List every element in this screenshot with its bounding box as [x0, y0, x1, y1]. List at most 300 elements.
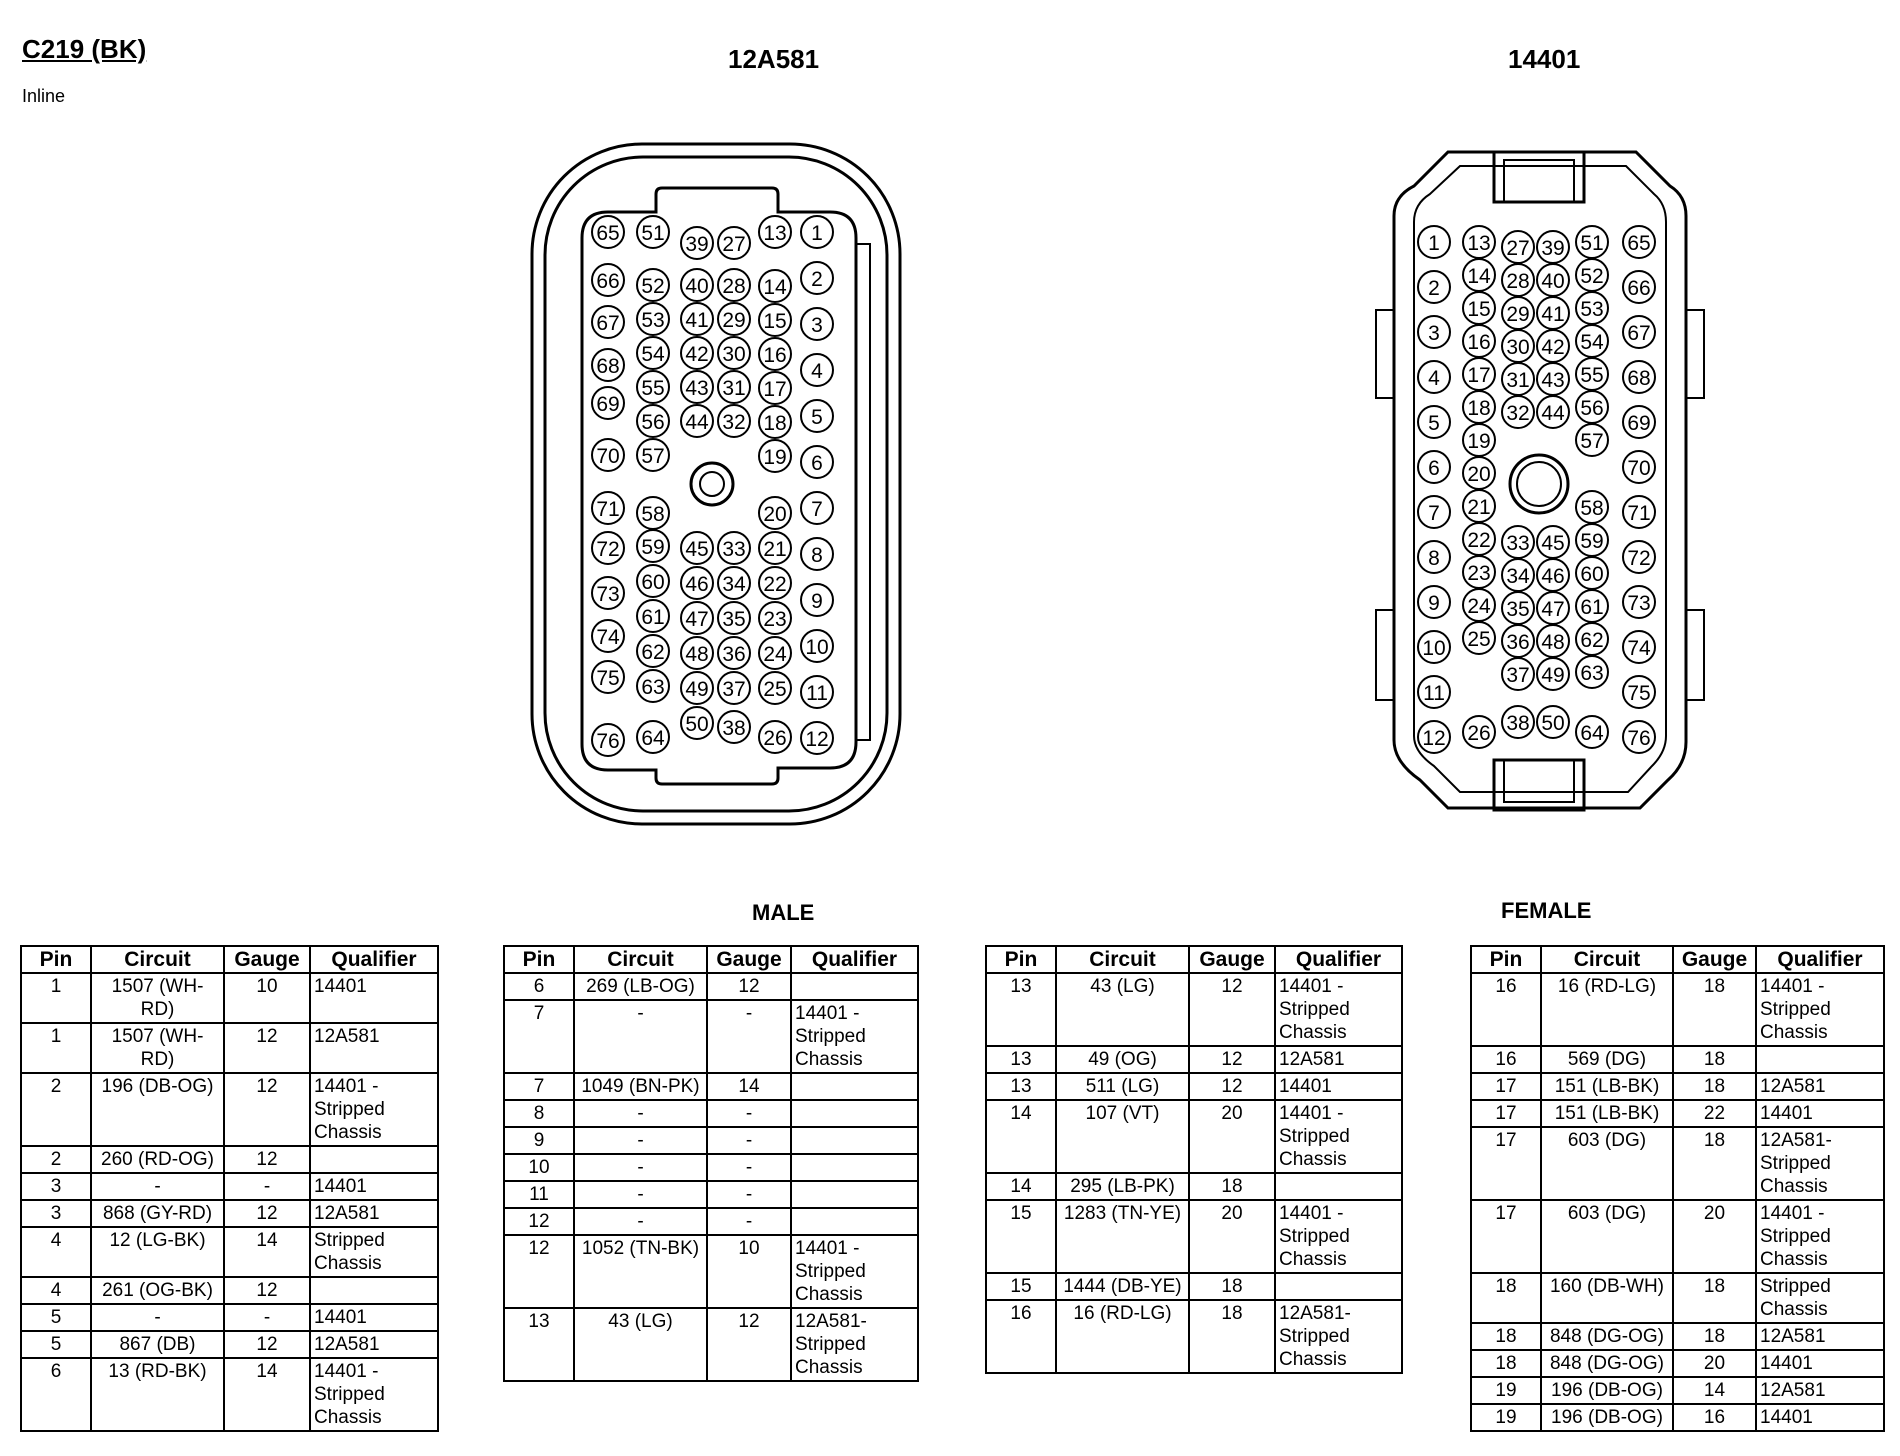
gauge-cell: -	[707, 1100, 791, 1127]
circuit-cell: 867 (DB)	[91, 1331, 224, 1358]
female-pin-45-label: 45	[1541, 532, 1565, 555]
table-row	[986, 1273, 1402, 1300]
male-pin-6-label: 6	[811, 452, 823, 475]
male-pin-5-label: 5	[811, 406, 823, 429]
female-pin-62-label: 62	[1580, 629, 1604, 652]
male-pin-9-label: 9	[811, 590, 823, 613]
female-pin-69-label: 69	[1627, 412, 1651, 435]
male-pin-52-label: 52	[641, 275, 665, 298]
female-right-rib-bottom	[1686, 610, 1704, 700]
male-pin-18-label: 18	[763, 412, 787, 435]
qualifier-cell: 14401	[1756, 1350, 1884, 1377]
circuit-cell: 16 (RD-LG)	[1056, 1300, 1189, 1373]
circuit-cell: 569 (DG)	[1541, 1046, 1673, 1073]
male-pin-74-label: 74	[596, 626, 620, 649]
qualifier-cell	[310, 1277, 438, 1304]
gauge-cell: 18	[1189, 1273, 1275, 1300]
circuit-cell: 603 (DG)	[1541, 1200, 1673, 1273]
female-pin-10-label: 10	[1422, 637, 1446, 660]
female-pin-1-label: 1	[1428, 232, 1440, 255]
pin-cell: 18	[1471, 1273, 1541, 1323]
page-subtitle: Inline	[22, 86, 66, 106]
male-pin-17-label: 17	[763, 378, 787, 401]
table-row	[986, 1046, 1402, 1073]
female-pin-39-label: 39	[1541, 237, 1565, 260]
table-row	[504, 1127, 918, 1154]
qualifier-cell: 14401 - Stripped Chassis	[791, 1235, 918, 1308]
qualifier-cell	[310, 1146, 438, 1173]
pin-cell: 8	[504, 1100, 574, 1127]
table-row	[21, 1227, 438, 1277]
pin-table-3	[985, 945, 1403, 1374]
qualifier-cell: 12A581	[1756, 1073, 1884, 1100]
circuit-header: Circuit	[574, 946, 707, 973]
female-pin-42-label: 42	[1541, 336, 1565, 359]
gauge-cell: 12	[707, 973, 791, 1000]
table-header-row	[21, 946, 438, 973]
gauge-cell: 18	[1189, 1173, 1275, 1200]
female-pin-36-label: 36	[1506, 631, 1530, 654]
table-header-row	[1471, 946, 1884, 973]
table-row	[504, 1208, 918, 1235]
pin-table-1	[20, 945, 439, 1432]
circuit-header: Circuit	[1541, 946, 1673, 973]
gauge-cell: 12	[224, 1146, 310, 1173]
female-pin-16-label: 16	[1467, 331, 1491, 354]
pin-cell: 16	[1471, 973, 1541, 1046]
table-row	[504, 1181, 918, 1208]
female-pin-56-label: 56	[1580, 397, 1604, 420]
male-pin-73-label: 73	[596, 583, 620, 606]
circuit-cell: 43 (LG)	[574, 1308, 707, 1381]
female-connector-center-ring	[1510, 455, 1568, 513]
gauge-cell: 14	[224, 1227, 310, 1277]
table-row	[1471, 1323, 1884, 1350]
female-pin-43-label: 43	[1541, 369, 1565, 392]
pin-cell: 16	[986, 1300, 1056, 1373]
qualifier-cell	[791, 973, 918, 1000]
female-connector-label: 14401	[1508, 44, 1581, 74]
pin-cell: 17	[1471, 1100, 1541, 1127]
female-pin-31-label: 31	[1506, 369, 1530, 392]
male-pin-11-label: 11	[806, 682, 828, 705]
gauge-cell: 18	[1189, 1300, 1275, 1373]
male-pin-67-label: 67	[596, 312, 620, 335]
pin-cell: 16	[1471, 1046, 1541, 1073]
pin-cell: 14	[986, 1100, 1056, 1173]
male-pin-32-label: 32	[722, 411, 746, 434]
female-pin-14-label: 14	[1467, 265, 1491, 288]
female-pin-25-label: 25	[1467, 628, 1491, 651]
table-row	[504, 1235, 918, 1308]
qualifier-cell	[791, 1127, 918, 1154]
qualifier-header: Qualifier	[791, 946, 918, 973]
pin-cell: 18	[1471, 1323, 1541, 1350]
female-pin-50-label: 50	[1541, 712, 1565, 735]
table-header-row	[504, 946, 918, 973]
female-pin-26-label: 26	[1467, 722, 1491, 745]
male-pin-55-label: 55	[641, 377, 665, 400]
circuit-cell: 151 (LB-BK)	[1541, 1073, 1673, 1100]
male-pin-30-label: 30	[722, 343, 746, 366]
pin-cell: 18	[1471, 1350, 1541, 1377]
qualifier-cell: 12A581- Stripped Chassis	[791, 1308, 918, 1381]
table-row	[21, 1200, 438, 1227]
male-pin-22-label: 22	[763, 573, 787, 596]
gauge-cell: 20	[1189, 1100, 1275, 1173]
male-pin-37-label: 37	[722, 678, 746, 701]
female-pin-13-label: 13	[1467, 232, 1491, 255]
gauge-cell: -	[707, 1154, 791, 1181]
female-pin-22-label: 22	[1467, 529, 1491, 552]
circuit-cell: 511 (LG)	[1056, 1073, 1189, 1100]
male-pin-57-label: 57	[641, 445, 665, 468]
female-pin-58-label: 58	[1580, 497, 1604, 520]
gauge-cell: 12	[224, 1200, 310, 1227]
male-pin-65-label: 65	[596, 222, 620, 245]
male-pin-19-label: 19	[763, 446, 787, 469]
circuit-cell: -	[574, 1181, 707, 1208]
circuit-cell: -	[574, 1154, 707, 1181]
table-row	[1471, 1046, 1884, 1073]
qualifier-cell: 14401	[310, 1304, 438, 1331]
circuit-cell: -	[91, 1173, 224, 1200]
gauge-cell: 16	[1673, 1404, 1756, 1431]
pin-cell: 12	[504, 1235, 574, 1308]
gauge-cell: 20	[1189, 1200, 1275, 1273]
table-row	[21, 1023, 438, 1073]
female-left-rib-top	[1376, 310, 1394, 398]
table-row	[504, 1100, 918, 1127]
circuit-cell: 107 (VT)	[1056, 1100, 1189, 1173]
qualifier-cell: 12A581	[1275, 1046, 1402, 1073]
qualifier-cell: 12A581	[310, 1331, 438, 1358]
gauge-cell: 12	[1189, 1073, 1275, 1100]
male-pin-24-label: 24	[763, 643, 787, 666]
pin-cell: 2	[21, 1073, 91, 1146]
table-row	[21, 973, 438, 1023]
qualifier-cell: 14401 - Stripped Chassis	[310, 1073, 438, 1146]
male-pin-49-label: 49	[685, 678, 709, 701]
female-pin-5-label: 5	[1428, 412, 1440, 435]
pin-header: Pin	[1471, 946, 1541, 973]
pin-header: Pin	[21, 946, 91, 973]
pin-cell: 1	[21, 1023, 91, 1073]
female-pin-44-label: 44	[1541, 402, 1565, 425]
male-pin-21-label: 21	[763, 538, 787, 561]
table-row	[1471, 1073, 1884, 1100]
male-pin-4-label: 4	[811, 360, 823, 383]
table-row	[21, 1304, 438, 1331]
male-pin-7-label: 7	[811, 498, 823, 521]
qualifier-cell: 12A581	[310, 1023, 438, 1073]
qualifier-cell: 14401	[1756, 1404, 1884, 1431]
circuit-cell: 43 (LG)	[1056, 973, 1189, 1046]
pin-cell: 13	[986, 1046, 1056, 1073]
male-pin-53-label: 53	[641, 309, 665, 332]
gauge-cell: -	[224, 1173, 310, 1200]
qualifier-header: Qualifier	[1756, 946, 1884, 973]
female-pin-49-label: 49	[1541, 664, 1565, 687]
male-connector-label: 12A581	[728, 44, 820, 74]
pin-cell: 4	[21, 1277, 91, 1304]
female-pin-64-label: 64	[1580, 722, 1604, 745]
female-pin-54-label: 54	[1580, 331, 1604, 354]
gauge-cell: 10	[224, 973, 310, 1023]
circuit-cell: 196 (DB-OG)	[1541, 1377, 1673, 1404]
qualifier-cell: 14401 - Stripped Chassis	[1756, 1200, 1884, 1273]
gauge-cell: 18	[1673, 1323, 1756, 1350]
pin-cell: 1	[21, 973, 91, 1023]
circuit-cell: 848 (DG-OG)	[1541, 1350, 1673, 1377]
female-connector-center-hole	[1517, 462, 1561, 506]
male-pin-64-label: 64	[641, 727, 665, 750]
female-pin-37-label: 37	[1506, 664, 1530, 687]
qualifier-cell	[791, 1208, 918, 1235]
female-pin-28-label: 28	[1506, 270, 1530, 293]
qualifier-cell	[791, 1100, 918, 1127]
circuit-header: Circuit	[1056, 946, 1189, 973]
male-pin-45-label: 45	[685, 538, 709, 561]
female-pin-23-label: 23	[1467, 562, 1491, 585]
gauge-cell: 22	[1673, 1100, 1756, 1127]
table-row	[986, 1073, 1402, 1100]
pin-table-4	[1470, 945, 1885, 1432]
male-pin-60-label: 60	[641, 571, 665, 594]
circuit-cell: -	[91, 1304, 224, 1331]
gauge-cell: -	[707, 1000, 791, 1073]
male-pin-61-label: 61	[641, 606, 665, 629]
gauge-cell: -	[707, 1127, 791, 1154]
male-pin-28-label: 28	[722, 275, 746, 298]
female-pin-6-label: 6	[1428, 457, 1440, 480]
pin-header: Pin	[504, 946, 574, 973]
female-pin-8-label: 8	[1428, 547, 1440, 570]
qualifier-cell: 12A581	[1756, 1323, 1884, 1350]
male-pin-46-label: 46	[685, 573, 709, 596]
female-pin-75-label: 75	[1627, 682, 1651, 705]
female-pin-74-label: 74	[1627, 637, 1651, 660]
circuit-cell: 13 (RD-BK)	[91, 1358, 224, 1431]
female-pin-19-label: 19	[1467, 430, 1491, 453]
female-pin-2-label: 2	[1428, 277, 1440, 300]
qualifier-cell: 14401	[310, 973, 438, 1023]
female-pin-21-label: 21	[1467, 496, 1491, 519]
circuit-cell: -	[574, 1100, 707, 1127]
qualifier-cell: 14401 - Stripped Chassis	[1275, 973, 1402, 1046]
female-pin-30-label: 30	[1506, 336, 1530, 359]
male-pin-13-label: 13	[763, 222, 787, 245]
female-pin-12-label: 12	[1422, 727, 1446, 750]
qualifier-cell: 14401 - Stripped Chassis	[1275, 1100, 1402, 1173]
male-pin-75-label: 75	[596, 667, 620, 690]
gauge-cell: 18	[1673, 1073, 1756, 1100]
female-pin-15-label: 15	[1467, 298, 1491, 321]
male-pin-72-label: 72	[596, 538, 620, 561]
circuit-cell: 196 (DB-OG)	[91, 1073, 224, 1146]
table-row	[1471, 1100, 1884, 1127]
pin-cell: 6	[21, 1358, 91, 1431]
male-pin-47-label: 47	[685, 608, 709, 631]
male-pin-1-label: 1	[811, 222, 823, 245]
male-pin-33-label: 33	[722, 538, 746, 561]
circuit-cell: 160 (DB-WH)	[1541, 1273, 1673, 1323]
gauge-cell: -	[224, 1304, 310, 1331]
male-pin-36-label: 36	[722, 643, 746, 666]
male-pin-56-label: 56	[641, 411, 665, 434]
qualifier-cell: 12A581	[1756, 1377, 1884, 1404]
qualifier-cell	[1275, 1173, 1402, 1200]
male-pin-31-label: 31	[722, 377, 746, 400]
gauge-cell: 12	[224, 1331, 310, 1358]
circuit-cell: 603 (DG)	[1541, 1127, 1673, 1200]
pin-cell: 2	[21, 1146, 91, 1173]
table-row	[504, 973, 918, 1000]
pin-cell: 15	[986, 1273, 1056, 1300]
gauge-cell: 12	[224, 1277, 310, 1304]
gauge-header: Gauge	[224, 946, 310, 973]
gauge-cell: 18	[1673, 973, 1756, 1046]
circuit-cell: 1283 (TN-YE)	[1056, 1200, 1189, 1273]
gauge-cell: 20	[1673, 1200, 1756, 1273]
female-pin-27-label: 27	[1506, 237, 1530, 260]
male-gender-label: MALE	[752, 900, 815, 925]
male-pin-50-label: 50	[685, 713, 709, 736]
table-row	[504, 1073, 918, 1100]
qualifier-cell	[1275, 1273, 1402, 1300]
male-pin-35-label: 35	[722, 608, 746, 631]
female-pin-layer	[1418, 226, 1655, 753]
male-pin-54-label: 54	[641, 343, 665, 366]
circuit-cell: 848 (DG-OG)	[1541, 1323, 1673, 1350]
circuit-cell: 16 (RD-LG)	[1541, 973, 1673, 1046]
female-pin-61-label: 61	[1580, 596, 1604, 619]
female-pin-9-label: 9	[1428, 592, 1440, 615]
female-pin-76-label: 76	[1627, 727, 1651, 750]
female-left-rib-bottom	[1376, 610, 1394, 700]
female-right-rib-top	[1686, 310, 1704, 398]
circuit-cell: 49 (OG)	[1056, 1046, 1189, 1073]
qualifier-cell	[791, 1181, 918, 1208]
circuit-header: Circuit	[91, 946, 224, 973]
gauge-cell: 14	[707, 1073, 791, 1100]
qualifier-cell: 12A581- Stripped Chassis	[1275, 1300, 1402, 1373]
female-pin-17-label: 17	[1467, 364, 1491, 387]
female-pin-4-label: 4	[1428, 367, 1440, 390]
male-pin-38-label: 38	[722, 717, 746, 740]
table-row	[21, 1358, 438, 1431]
circuit-cell: 1444 (DB-YE)	[1056, 1273, 1189, 1300]
female-pin-46-label: 46	[1541, 565, 1565, 588]
female-pin-11-label: 11	[1423, 682, 1445, 705]
qualifier-cell: 12A581- Stripped Chassis	[1756, 1127, 1884, 1200]
pin-cell: 13	[986, 973, 1056, 1046]
pin-cell: 3	[21, 1173, 91, 1200]
female-pin-60-label: 60	[1580, 563, 1604, 586]
circuit-cell: 12 (LG-BK)	[91, 1227, 224, 1277]
table-row	[986, 1300, 1402, 1373]
circuit-cell: 269 (LB-OG)	[574, 973, 707, 1000]
male-pin-16-label: 16	[763, 344, 787, 367]
gauge-cell: 12	[1189, 1046, 1275, 1073]
female-pin-35-label: 35	[1506, 598, 1530, 621]
female-pin-72-label: 72	[1627, 547, 1651, 570]
male-pin-43-label: 43	[685, 377, 709, 400]
gauge-cell: 14	[1673, 1377, 1756, 1404]
female-pin-3-label: 3	[1428, 322, 1440, 345]
male-pin-27-label: 27	[722, 233, 746, 256]
qualifier-cell	[791, 1073, 918, 1100]
table-row	[1471, 1127, 1884, 1200]
pin-cell: 11	[504, 1181, 574, 1208]
male-pin-70-label: 70	[596, 445, 620, 468]
qualifier-cell: 14401 - Stripped Chassis	[1275, 1200, 1402, 1273]
pin-header: Pin	[986, 946, 1056, 973]
female-pin-20-label: 20	[1467, 463, 1491, 486]
gauge-cell: 10	[707, 1235, 791, 1308]
circuit-cell: 1507 (WH-RD)	[91, 1023, 224, 1073]
circuit-cell: 1052 (TN-BK)	[574, 1235, 707, 1308]
circuit-cell: 1507 (WH-RD)	[91, 973, 224, 1023]
male-pin-39-label: 39	[685, 233, 709, 256]
circuit-cell: 196 (DB-OG)	[1541, 1404, 1673, 1431]
female-pin-52-label: 52	[1580, 265, 1604, 288]
pin-table-2	[503, 945, 919, 1382]
gauge-header: Gauge	[707, 946, 791, 973]
gauge-cell: -	[707, 1181, 791, 1208]
pin-cell: 17	[1471, 1073, 1541, 1100]
circuit-cell: -	[574, 1000, 707, 1073]
male-pin-14-label: 14	[763, 276, 787, 299]
male-pin-25-label: 25	[763, 678, 787, 701]
qualifier-cell: 14401	[310, 1173, 438, 1200]
female-pin-32-label: 32	[1506, 402, 1530, 425]
female-pin-18-label: 18	[1467, 397, 1491, 420]
page-title: C219 (BK)	[22, 34, 147, 64]
table-row	[1471, 973, 1884, 1046]
female-pin-55-label: 55	[1580, 364, 1604, 387]
male-pin-26-label: 26	[763, 727, 787, 750]
pin-cell: 12	[504, 1208, 574, 1235]
female-pin-57-label: 57	[1580, 430, 1604, 453]
female-pin-51-label: 51	[1580, 232, 1604, 255]
male-pin-2-label: 2	[811, 268, 823, 291]
pin-cell: 6	[504, 973, 574, 1000]
gauge-cell: 18	[1673, 1046, 1756, 1073]
qualifier-cell: 12A581	[310, 1200, 438, 1227]
male-pin-51-label: 51	[641, 222, 665, 245]
gauge-header: Gauge	[1189, 946, 1275, 973]
male-pin-10-label: 10	[805, 636, 829, 659]
table-row	[986, 1200, 1402, 1273]
male-pin-69-label: 69	[596, 393, 620, 416]
female-pin-70-label: 70	[1627, 457, 1651, 480]
male-pin-63-label: 63	[641, 676, 665, 699]
female-pin-53-label: 53	[1580, 298, 1604, 321]
table-row	[1471, 1273, 1884, 1323]
gauge-cell: 12	[224, 1023, 310, 1073]
male-pin-29-label: 29	[722, 309, 746, 332]
qualifier-cell: Stripped Chassis	[1756, 1273, 1884, 1323]
circuit-cell: 295 (LB-PK)	[1056, 1173, 1189, 1200]
female-pin-33-label: 33	[1506, 532, 1530, 555]
pin-cell: 19	[1471, 1404, 1541, 1431]
pin-cell: 13	[504, 1308, 574, 1381]
table-row	[504, 1308, 918, 1381]
pin-cell: 19	[1471, 1377, 1541, 1404]
male-pin-48-label: 48	[685, 643, 709, 666]
pin-cell: 5	[21, 1331, 91, 1358]
